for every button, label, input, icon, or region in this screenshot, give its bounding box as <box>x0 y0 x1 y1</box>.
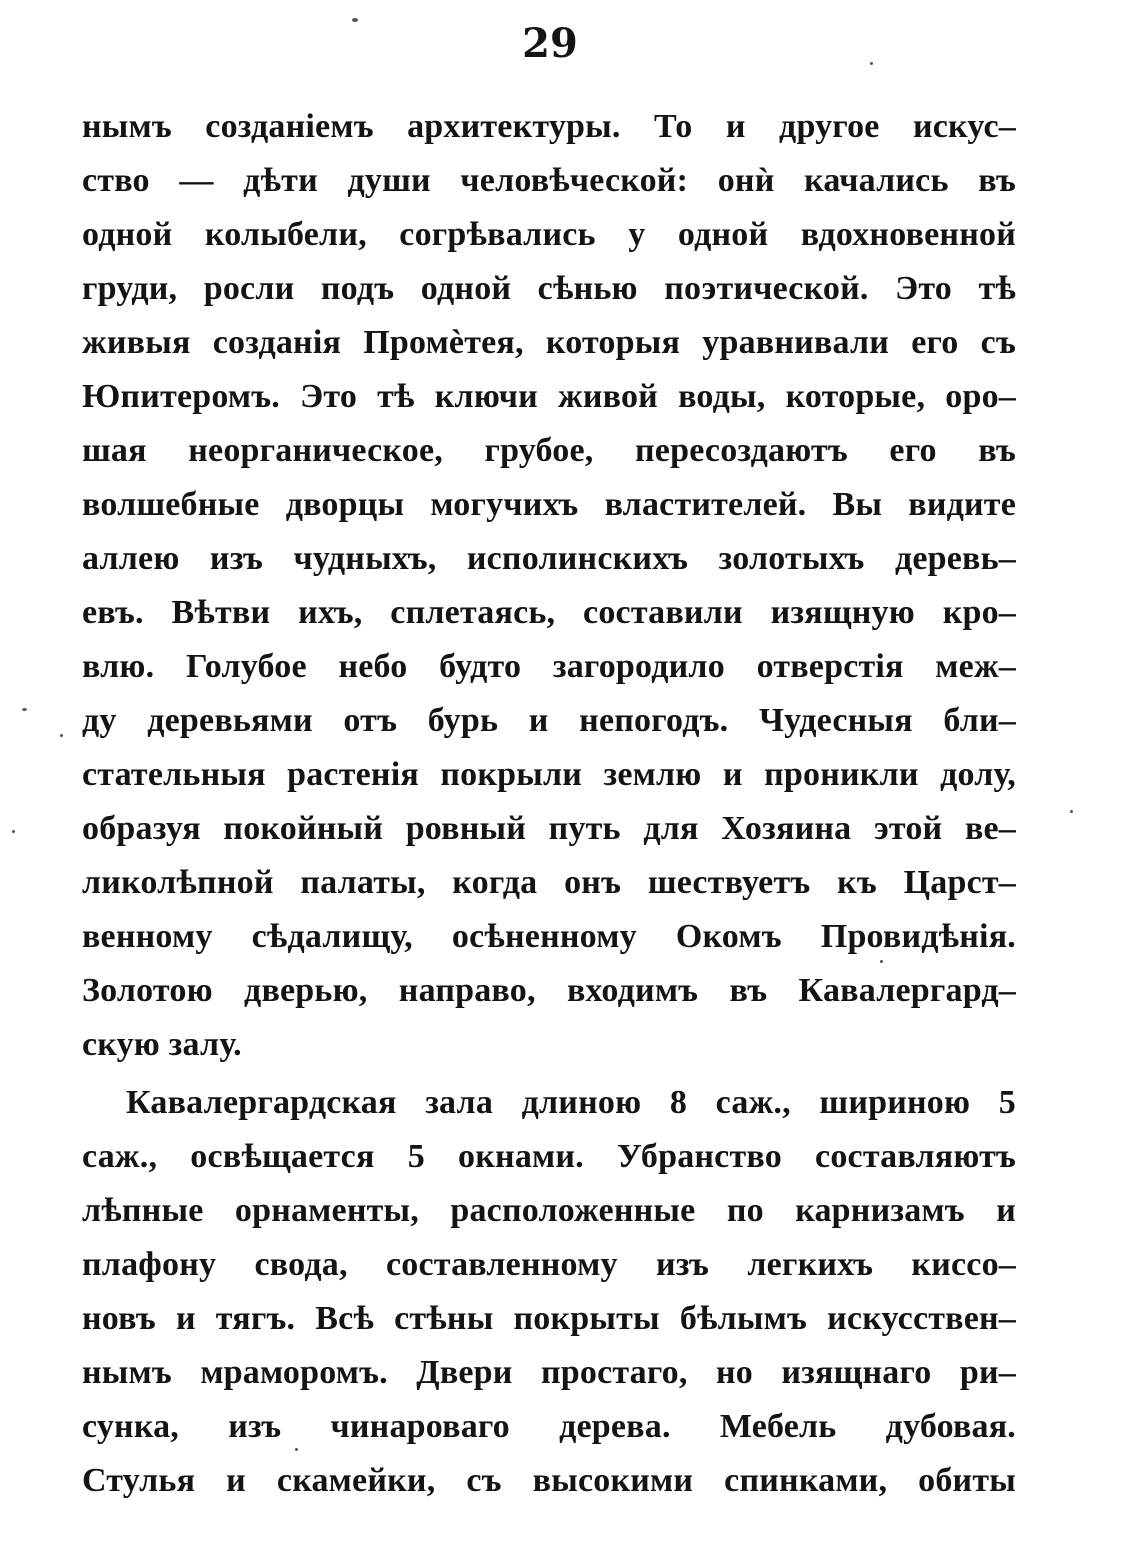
text-line: живыя созданія Промѐтея, которыя уравнивали его съ <box>82 324 1016 361</box>
text-line: ликолѣпной палаты, когда онъ шествуетъ къ Царст– <box>82 864 1016 901</box>
text-line: венному сѣдалищу, осѣненному Окомъ Провидѣнія. <box>82 918 1016 955</box>
text-line: скую залу. <box>82 1026 242 1063</box>
scan-speck <box>60 734 63 737</box>
scan-speck <box>352 18 358 22</box>
text-line: одной колыбели, согрѣвались у одной вдохновенной <box>82 216 1016 253</box>
scan-speck <box>12 830 15 833</box>
scan-speck <box>295 1448 298 1451</box>
text-line: аллею изъ чудныхъ, исполинскихъ золотыхъ деревь– <box>82 540 1016 577</box>
text-line: образуя покойный ровный путь для Хозяина этой ве– <box>82 810 1016 847</box>
text-line: новъ и тягъ. Всѣ стѣны покрыты бѣлымъ искусствен– <box>82 1300 1016 1337</box>
text-line: ду деревьями отъ бурь и непогодъ. Чудесныя бли– <box>82 702 1016 739</box>
scan-speck <box>870 62 873 65</box>
scan-speck <box>1070 810 1073 813</box>
text-line: лѣпные орнаменты, расположенные по карнизамъ и <box>82 1192 1016 1229</box>
text-line: евъ. Вѣтви ихъ, сплетаясь, составили изящную кро– <box>82 594 1016 631</box>
text-line: нымъ мраморомъ. Двери простаго, но изящнаго ри– <box>82 1354 1016 1391</box>
text-line: сунка, изъ чинароваго дерева. Мебель дубовая. <box>82 1408 1016 1445</box>
text-line: саж., освѣщается 5 окнами. Убранство составляютъ <box>82 1138 1016 1175</box>
text-line: нымъ созданіемъ архитектуры. То и другое искус– <box>82 108 1016 145</box>
text-line: груди, росли подъ одной сѣнью поэтической. Это тѣ <box>82 270 1016 307</box>
text-line: Золотою дверью, направо, входимъ въ Кавалергард– <box>82 972 1016 1009</box>
text-line: влю. Голубое небо будто загородило отверстія меж– <box>82 648 1016 685</box>
text-line: волшебные дворцы могучихъ властителей. Вы видите <box>82 486 1016 523</box>
text-line: Юпитеромъ. Это тѣ ключи живой воды, которые, оро– <box>82 378 1016 415</box>
scan-speck <box>880 960 883 963</box>
scan-speck <box>22 708 27 711</box>
text-line: Стулья и скамейки, съ высокими спинками, обиты <box>82 1462 1016 1499</box>
text-line: стательныя растенія покрыли землю и проникли долу, <box>82 756 1016 793</box>
page-number: 29 <box>522 20 578 67</box>
text-line: шая неорганическое, грубое, пересоздаютъ его въ <box>82 432 1016 469</box>
text-body <box>82 100 1016 1508</box>
text-line: плафону свода, составленному изъ легкихъ киссо– <box>82 1246 1016 1283</box>
text-line: Кавалергардская зала длиною 8 саж., шириною 5 <box>126 1084 1016 1121</box>
text-line: ство — дѣти души человѣческой: онѝ качались въ <box>82 162 1016 199</box>
